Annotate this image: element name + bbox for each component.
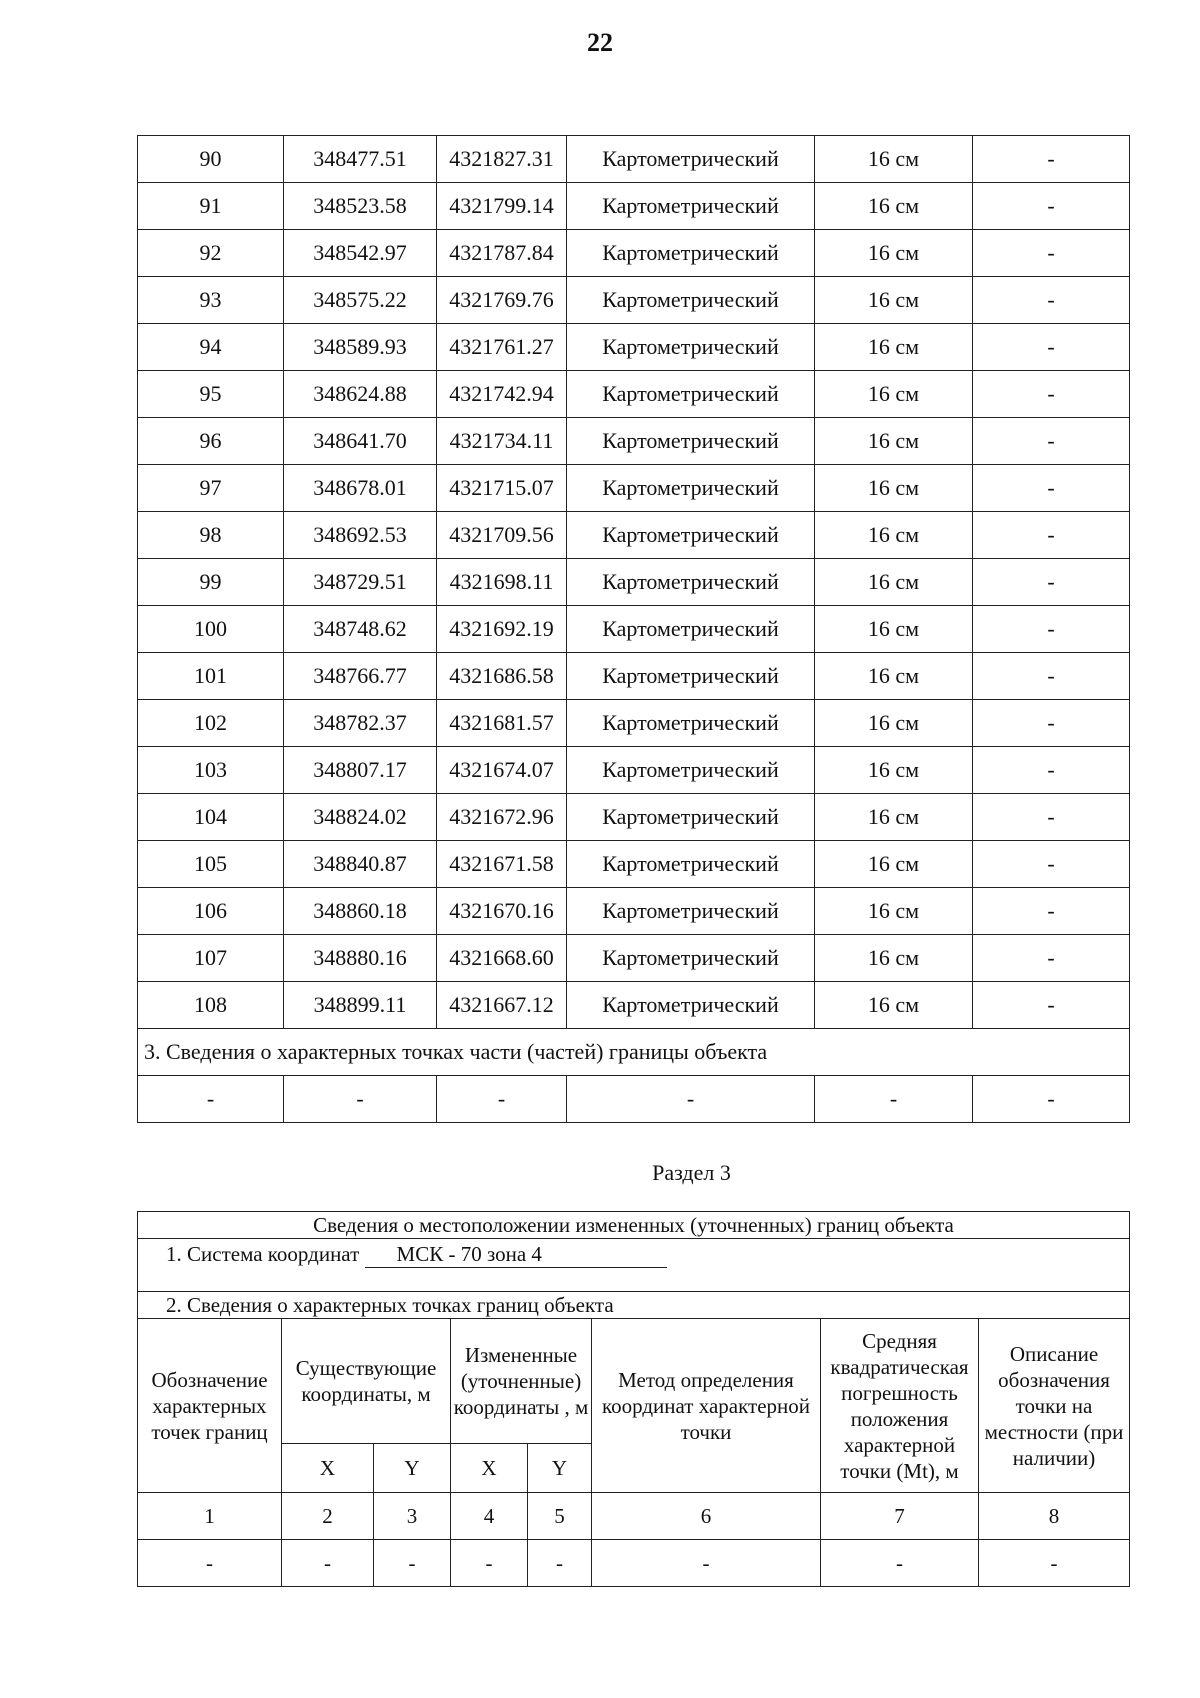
coord-x-cell: 348880.16 — [284, 935, 437, 982]
coord-x-cell: 348692.53 — [284, 512, 437, 559]
point-number-cell: 94 — [138, 324, 284, 371]
coord-x-cell: 348729.51 — [284, 559, 437, 606]
coord-x-cell: 348678.01 — [284, 465, 437, 512]
description-cell: - — [973, 371, 1130, 418]
coord-system-value: МСК - 70 зона 4 — [365, 1241, 667, 1268]
accuracy-cell: 16 см — [815, 371, 973, 418]
table-row — [138, 653, 1130, 700]
method-cell: Картометрический — [567, 653, 815, 700]
method-cell: Картометрический — [567, 136, 815, 183]
table-row — [138, 606, 1130, 653]
method-cell: Картометрический — [567, 559, 815, 606]
description-cell: - — [973, 747, 1130, 794]
boundary-points-body — [138, 136, 1130, 1029]
coord-y-cell: 4321827.31 — [437, 136, 567, 183]
coord-x-cell: 348807.17 — [284, 747, 437, 794]
accuracy-cell: 16 см — [815, 606, 973, 653]
point-number-cell: 96 — [138, 418, 284, 465]
accuracy-cell: 16 см — [815, 465, 973, 512]
method-cell: Картометрический — [567, 747, 815, 794]
column-number: 1 — [138, 1493, 282, 1540]
description-cell: - — [973, 136, 1130, 183]
point-number-cell: 100 — [138, 606, 284, 653]
point-number-cell: 102 — [138, 700, 284, 747]
accuracy-cell: 16 см — [815, 512, 973, 559]
page-number: 22 — [587, 28, 613, 57]
description-cell: - — [973, 606, 1130, 653]
method-cell: Картометрический — [567, 512, 815, 559]
accuracy-cell: 16 см — [815, 653, 973, 700]
coord-y-cell: 4321787.84 — [437, 230, 567, 277]
description-cell: - — [973, 230, 1130, 277]
description-cell: - — [973, 700, 1130, 747]
table-row — [138, 512, 1130, 559]
coord-y-cell: 4321742.94 — [437, 371, 567, 418]
empty-cell: - — [138, 1540, 282, 1587]
description-cell: - — [973, 653, 1130, 700]
description-cell: - — [973, 888, 1130, 935]
table-row — [138, 747, 1130, 794]
accuracy-cell: 16 см — [815, 277, 973, 324]
method-cell: Картометрический — [567, 465, 815, 512]
header-existing-x: X — [282, 1444, 374, 1493]
coord-y-cell: 4321709.56 — [437, 512, 567, 559]
coord-y-cell: 4321686.58 — [437, 653, 567, 700]
table-row — [138, 982, 1130, 1029]
empty-cell: - — [138, 1076, 284, 1123]
coord-x-cell: 348575.22 — [284, 277, 437, 324]
coord-system-label: 1. Система координат — [166, 1242, 360, 1266]
coord-y-cell: 4321674.07 — [437, 747, 567, 794]
coord-x-cell: 348840.87 — [284, 841, 437, 888]
description-cell: - — [973, 277, 1130, 324]
part-boundary-heading: 3. Сведения о характерных точках части (частей) границы объекта — [138, 1029, 1130, 1076]
point-number-cell: 98 — [138, 512, 284, 559]
column-number: 8 — [979, 1493, 1130, 1540]
header-designation: Обозначение характерных точек границ — [138, 1319, 282, 1493]
table-row — [138, 465, 1130, 512]
table-row — [138, 371, 1130, 418]
accuracy-cell: 16 см — [815, 324, 973, 371]
point-number-cell: 91 — [138, 183, 284, 230]
method-cell: Картометрический — [567, 371, 815, 418]
accuracy-cell: 16 см — [815, 230, 973, 277]
table-row — [138, 230, 1130, 277]
points-heading: 2. Сведения о характерных точках границ объекта — [138, 1292, 1130, 1319]
point-number-cell: 97 — [138, 465, 284, 512]
column-number-row — [138, 1493, 1130, 1540]
point-number-cell: 108 — [138, 982, 284, 1029]
coord-y-cell: 4321715.07 — [437, 465, 567, 512]
header-changed-y: Y — [528, 1444, 592, 1493]
accuracy-cell: 16 см — [815, 183, 973, 230]
accuracy-cell: 16 см — [815, 418, 973, 465]
coord-y-cell: 4321672.96 — [437, 794, 567, 841]
coord-y-cell: 4321670.16 — [437, 888, 567, 935]
method-cell: Картометрический — [567, 700, 815, 747]
column-number: 7 — [821, 1493, 979, 1540]
coord-x-cell: 348899.11 — [284, 982, 437, 1029]
point-number-cell: 104 — [138, 794, 284, 841]
description-cell: - — [973, 982, 1130, 1029]
method-cell: Картометрический — [567, 183, 815, 230]
coord-x-cell: 348824.02 — [284, 794, 437, 841]
column-number: 4 — [451, 1493, 528, 1540]
point-number-cell: 90 — [138, 136, 284, 183]
part-boundary-empty-row — [138, 1076, 1130, 1123]
coord-y-cell: 4321668.60 — [437, 935, 567, 982]
coord-y-cell: 4321698.11 — [437, 559, 567, 606]
boundary-points-table — [137, 135, 1130, 1123]
coord-y-cell: 4321681.57 — [437, 700, 567, 747]
header-description: Описание обозначения точки на местности (при наличии) — [979, 1319, 1130, 1493]
table-row — [138, 136, 1130, 183]
table-row — [138, 418, 1130, 465]
header-method: Метод определения координат характерной точки — [592, 1319, 821, 1493]
point-number-cell: 103 — [138, 747, 284, 794]
coord-system-row — [138, 1239, 1130, 1292]
table-row — [138, 183, 1130, 230]
points-heading-row — [138, 1292, 1130, 1319]
header-existing-coords: Существующие координаты, м — [282, 1319, 451, 1444]
accuracy-cell: 16 см — [815, 841, 973, 888]
coord-y-cell: 4321799.14 — [437, 183, 567, 230]
coord-x-cell: 348766.77 — [284, 653, 437, 700]
empty-cell: - — [437, 1076, 567, 1123]
empty-cell: - — [973, 1076, 1130, 1123]
coord-x-cell: 348523.58 — [284, 183, 437, 230]
coord-x-cell: 348589.93 — [284, 324, 437, 371]
method-cell: Картометрический — [567, 230, 815, 277]
table-row — [138, 888, 1130, 935]
table-row — [138, 559, 1130, 606]
method-cell: Картометрический — [567, 418, 815, 465]
description-cell: - — [973, 559, 1130, 606]
empty-cell: - — [815, 1076, 973, 1123]
coord-x-cell: 348477.51 — [284, 136, 437, 183]
description-cell: - — [973, 465, 1130, 512]
coord-y-cell: 4321761.27 — [437, 324, 567, 371]
coord-y-cell: 4321692.19 — [437, 606, 567, 653]
empty-cell: - — [284, 1076, 437, 1123]
changed-boundaries-table — [137, 1211, 1130, 1587]
method-cell: Картометрический — [567, 935, 815, 982]
table-row — [138, 841, 1130, 888]
method-cell: Картометрический — [567, 324, 815, 371]
point-number-cell: 92 — [138, 230, 284, 277]
accuracy-cell: 16 см — [815, 888, 973, 935]
method-cell: Картометрический — [567, 277, 815, 324]
point-number-cell: 105 — [138, 841, 284, 888]
point-number-cell: 107 — [138, 935, 284, 982]
coord-y-cell: 4321769.76 — [437, 277, 567, 324]
data-row — [138, 1540, 1130, 1587]
coord-system-cell — [138, 1239, 1130, 1292]
point-number-cell: 93 — [138, 277, 284, 324]
header-changed-coords: Измененные (уточненные) координаты , м — [451, 1319, 592, 1444]
column-number: 6 — [592, 1493, 821, 1540]
table-title: Сведения о местоположении измененных (уточненных) границ объекта — [138, 1212, 1130, 1239]
accuracy-cell: 16 см — [815, 136, 973, 183]
header-existing-y: Y — [374, 1444, 451, 1493]
column-number: 2 — [282, 1493, 374, 1540]
empty-cell: - — [528, 1540, 592, 1587]
section-title: Раздел 3 — [652, 1160, 731, 1185]
header-error: Средняя квадратическая погрешность положения характерной точки (Mt), м — [821, 1319, 979, 1493]
point-number-cell: 101 — [138, 653, 284, 700]
coord-x-cell: 348860.18 — [284, 888, 437, 935]
accuracy-cell: 16 см — [815, 700, 973, 747]
column-number: 5 — [528, 1493, 592, 1540]
coord-x-cell: 348542.97 — [284, 230, 437, 277]
empty-cell: - — [374, 1540, 451, 1587]
description-cell: - — [973, 512, 1130, 559]
empty-cell: - — [592, 1540, 821, 1587]
coord-y-cell: 4321667.12 — [437, 982, 567, 1029]
column-number: 3 — [374, 1493, 451, 1540]
table-row — [138, 794, 1130, 841]
description-cell: - — [973, 794, 1130, 841]
accuracy-cell: 16 см — [815, 747, 973, 794]
point-number-cell: 99 — [138, 559, 284, 606]
method-cell: Картометрический — [567, 841, 815, 888]
method-cell: Картометрический — [567, 888, 815, 935]
accuracy-cell: 16 см — [815, 559, 973, 606]
table-title-row — [138, 1212, 1130, 1239]
coord-x-cell: 348782.37 — [284, 700, 437, 747]
point-number-cell: 95 — [138, 371, 284, 418]
coord-x-cell: 348624.88 — [284, 371, 437, 418]
description-cell: - — [973, 418, 1130, 465]
description-cell: - — [973, 935, 1130, 982]
accuracy-cell: 16 см — [815, 982, 973, 1029]
coord-y-cell: 4321734.11 — [437, 418, 567, 465]
empty-cell: - — [567, 1076, 815, 1123]
method-cell: Картометрический — [567, 794, 815, 841]
empty-cell: - — [821, 1540, 979, 1587]
point-number-cell: 106 — [138, 888, 284, 935]
accuracy-cell: 16 см — [815, 935, 973, 982]
part-boundary-heading-row — [138, 1029, 1130, 1076]
empty-cell: - — [979, 1540, 1130, 1587]
description-cell: - — [973, 841, 1130, 888]
empty-cell: - — [451, 1540, 528, 1587]
header-row — [138, 1319, 1130, 1444]
table-row — [138, 324, 1130, 371]
table-row — [138, 700, 1130, 747]
description-cell: - — [973, 324, 1130, 371]
coord-x-cell: 348641.70 — [284, 418, 437, 465]
description-cell: - — [973, 183, 1130, 230]
empty-cell: - — [282, 1540, 374, 1587]
coord-y-cell: 4321671.58 — [437, 841, 567, 888]
table-row — [138, 277, 1130, 324]
coord-x-cell: 348748.62 — [284, 606, 437, 653]
method-cell: Картометрический — [567, 982, 815, 1029]
table-row — [138, 935, 1130, 982]
header-changed-x: X — [451, 1444, 528, 1493]
method-cell: Картометрический — [567, 606, 815, 653]
accuracy-cell: 16 см — [815, 794, 973, 841]
